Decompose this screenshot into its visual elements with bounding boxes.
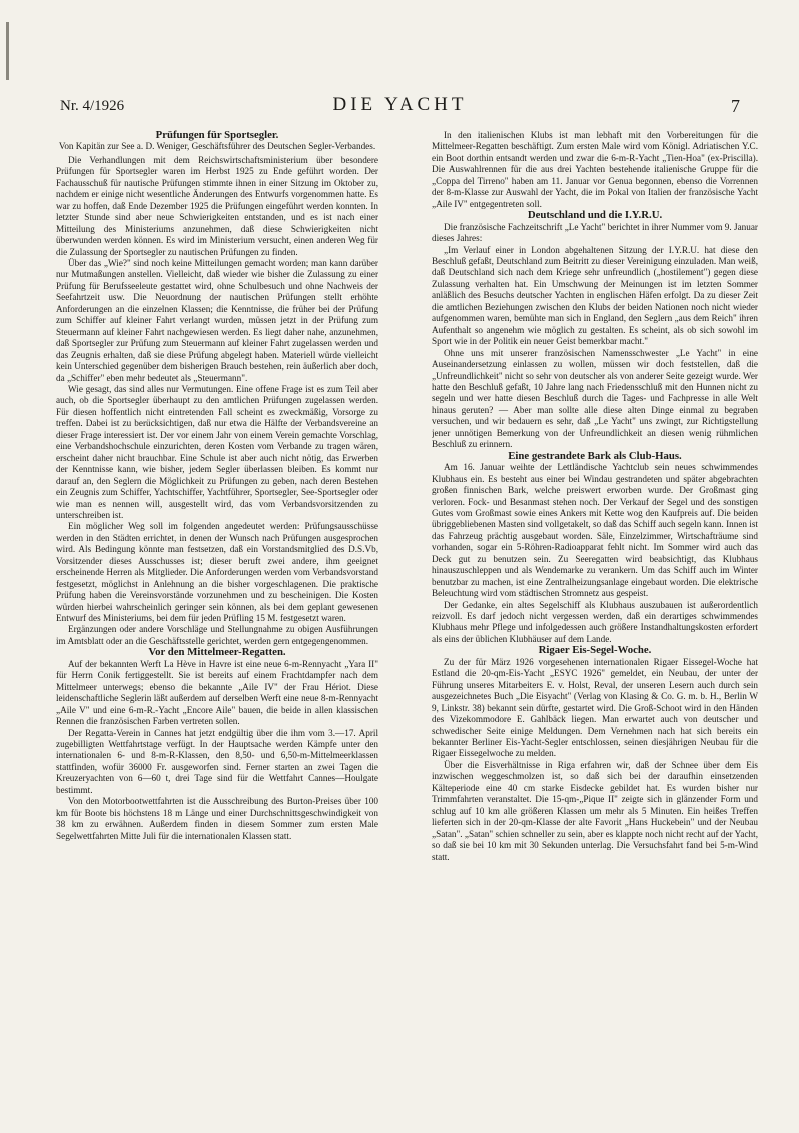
paragraph: Auf der bekannten Werft La Hève in Havre ist eine neue 6-m-Rennyacht „Yara II" für Herrn Conik fertiggestellt. Sie ist bereits auf einem Frachtdampfer nach dem Mittelmeer unterwegs; ebenso die bekannte „Aile IV" der Frau Hériot. Diese leidenschaftliche Seglerin läßt außerdem auf derselben Werft eine neue 8-m-Rennyacht „Aile V" und eine 6-m-R.-Yacht „Encore Aile" bauen, die beide in allen klassischen Rennen die französischen Farben vertreten sollen. bbox=[56, 658, 378, 727]
paragraph: Am 16. Januar weihte der Lettländische Yachtclub sein neues schwimmendes Klubhaus ein. Es besteht aus einer bei Windau gestrandeten und später abgebrachten großen finnischen Bark, welche preiswert erworben wurde. Der Großmast ging verloren. Fock- und Besanmast stehen noch. Der Verkauf der Segel und des sonstigen Gutes vom Großmast sowie eines Ankers mit Kette wog den Kaufpreis auf. Die beiden übriggebliebenen Masten sind vollgetakelt, so daß das Schiff auch segeln kann. Innen ist das Fahrzeug prächtig ausgebaut worden. Säle, Einzelzimmer, Wirtschafträume sind vorhanden, sogar ein 5-Röhren-Radioapparat fehlt nicht. Im Sommer wird auch das Deck gut zu benutzen sein. Zu Seeregatten wird beabsichtigt, das Klubhaus hinauszuschleppen und als Wendemarke zu verankern. Um das Schiff auch im Winter benutzbar zu machen, ist eine Zentralheizungsanlage eingebaut worden. Die elektrische Beleuchtung wird vom städtischen Stromnetz aus gespeist. bbox=[432, 462, 758, 599]
page-header bbox=[60, 94, 740, 116]
paragraph: Ein möglicher Weg soll im folgenden angedeutet werden: Prüfungsausschüsse werden in den Städten errichtet, in denen der Wunsch nach Prüfungen ausgesprochen wird. Als Bedingung könnte man festsetzen, daß ein Vorstandsmitglied des D.S.Vb, Vorsitzender dieses Ausschusses ist; dieser beruft zwei andere, ihm geeignet erscheinende Herren als Mitglieder. Die Anforderungen werden vom Verbandsvorstand festgesetzt, möglichst in Anlehnung an die bisher vorgeschlagenen. Die praktische Prüfung haben die Vereinsvorstände vorzunehmen und zu bescheinigen. Die Kosten würden hierbei wahrscheinlich geringer sein können, als bei dem geplant gewesenen Entwurf des Ministeriums, bei dem für jeden Prüfling 15 M. festgesetzt waren. bbox=[56, 521, 378, 624]
paragraph: Ergänzungen oder andere Vorschläge und Stellungnahme zu obigen Ausführungen im Amtsblatt oder an die Geschäftsstelle gerichtet, werden gern entgegengenommen. bbox=[56, 624, 378, 646]
paragraph: Über das „Wie?" sind noch keine Mitteilungen gemacht worden; man kann darüber nur Mutmaßungen anstellen. Vielleicht, daß wieder wie bisher die Zulassung zu einer Prüfung für Berufsseeleute gestattet wird, ohne Schulbesuch und ohne Nachweis der Seefahrtzeit usw. Die Neuordnung der nautischen Prüfungen stellt erhöhte Anforderungen an die einzelnen Klassen; die Kenntnisse, die früher bei der Prüfung zum Schiffer auf kleiner Fahrt verlangt wurden, müssen jetzt in der Prüfung zum Steuermann auf kleiner Fahrt nachgewiesen werden. Es liegt daher nahe, anzunehmen, daß Sportsegler zur Prüfung zum Steuermann auf kleiner Fahrt zugelassen werden und das Zeugnis erhalten, daß sie diese Prüfung abgelegt haben. Materiell würde vielleicht kein Unterschied gegenüber dem bisherigen Brauch bestehen, rein äußerlich aber doch, da „Schiffer" eben mehr bedeutet als „Steuermann". bbox=[56, 257, 378, 383]
issue-number: Nr. 4/1926 bbox=[60, 98, 125, 114]
page-number: 7 bbox=[731, 96, 740, 116]
article-byline: Von Kapitän zur See a. D. Weniger, Geschäftsführer des Deutschen Segler-Verbandes. bbox=[58, 141, 376, 152]
binding-edge-mark bbox=[6, 22, 9, 80]
paragraph: Wie gesagt, das sind alles nur Vermutungen. Eine offene Frage ist es zum Teil aber auch, ob die Sportsegler überhaupt zu den amtlichen Prüfungen zugelassen werden. Für diesen hoffentlich nicht eintretenden Fall scheint es zweckmäßig, Vorsorge zu treffen. Dabei ist zu berücksichtigen, daß nur etwa die Hälfte der Verbandsvereine an dieser Frage interessiert ist. Der vor einem Jahr von einem Verein gemachte Vorschlag, eine Verbandshochschule einzurichten, deren Kosten vom Verbande zu tragen wären, erscheint daher nicht brauchbar. Eine Schule ist aber auch nicht nötig, das Erwerben der Kenntnisse kann, wie bisher, jedem Segler überlassen bleiben. Es kommt nur darauf an, den Seglern die Möglichkeit zu Prüfungen zu geben, nach deren Bestehen ein Zeugnis zum Schiffer, Yachtschiffer, Yachtführer, Sportsegler, See-Sportsegler oder wie man es nennen will, ausgestellt wird, das vom Verbandsvorsitzenden zu unterschreiben ist. bbox=[56, 383, 378, 520]
paragraph: Von den Motorbootwettfahrten ist die Ausschreibung des Burton-Preises über 100 km für Boote bis höchstens 18 m Länge und einer Durchschnittsgeschwindigkeit von 38 km zu erwähnen. Außerdem finden in diesem Sommer zum ersten Male Segelwettfahrten Mitte Juli für die internationalen Klassen statt. bbox=[56, 796, 378, 841]
paragraph: Die Verhandlungen mit dem Reichswirtschaftsministerium über besondere Prüfungen für Sportsegler waren im Herbst 1925 zu Ende geführt worden. Der Fachausschuß für nautische Prüfungen stimmte ihnen in einer Sitzung im Oktober zu, nachdem er einige nicht wesentliche Änderungen des Entwurfs vorgenommen hatte. Es war zu hoffen, daß Ende Dezember 1925 die Prüfungen eingeführt werden konnten. In letzter Stunde sind aber neue Schwierigkeiten entstanden, und es ist nach einer Mitteilung des Ministeriums anzunehmen, daß diese Schwierigkeiten nicht überwunden werden können. Es wird im Ministerium versucht, einen anderen Weg für die Zulassung der Sportsegler zu nautischen Prüfungen zu finden. bbox=[56, 154, 378, 257]
article-heading-iyru: Deutschland und die I.Y.R.U. bbox=[527, 209, 663, 222]
right-column bbox=[432, 130, 758, 1115]
magazine-title: DIE YACHT bbox=[332, 94, 468, 115]
paragraph: Ohne uns mit unserer französischen Namensschwester „Le Yacht" in eine Auseinandersetzung einlassen zu wollen, müssen wir doch feststellen, daß die „Unfreundlichkeit" nicht so sehr von deutscher als von anderer Seite gezeigt wurde. Wer hatte den Beschluß gefaßt, 10 Jahre lang nach Friedensschluß mit den Hunnen nicht zu segeln und wer hatte diesen Beschluß durch die Tages- und Fachpresse in alle Welt hinaus geruten? — Aber man sollte alle diese alten Dinge einmal zu begraben versuchen, und wir bedauern es sehr, daß „Le Yacht" uns zwingt, zur Richtigstellung jener unnötigen Bemerkung von der Unfreundlichkeit an diesen wenig rühmlichen Beschluß zu erinnern. bbox=[432, 347, 758, 450]
article-heading-eis-segel: Rigaer Eis-Segel-Woche. bbox=[538, 644, 652, 657]
paragraph: Die französische Fachzeitschrift „Le Yacht" berichtet in ihrer Nummer vom 9. Januar dieses Jahres: bbox=[432, 221, 758, 244]
paragraph: In den italienischen Klubs ist man lebhaft mit den Vorbereitungen für die Mittelmeer-Regatten beschäftigt. Zum ersten Male wird vom Königl. Adriatischen Y.C. ein Boot dorthin entsandt werden und zwar die 6-m-R-Yacht „Tien-Hoa" (ex-Priscilla). Die Auswahlrennen für die aus drei Yachten bestehende italienische Gruppe für die „Coppa del Tirreno" haben am 11. Januar vor Genua begonnen, ebenso die Vorrennen der 8-m-Klasse zur Auswahl der Yacht, die im Pokal von Italien der französische Yacht „Aile IV" entgegentreten soll. bbox=[432, 130, 758, 209]
article-heading-bark: Eine gestrandete Bark als Club-Haus. bbox=[508, 449, 682, 462]
paragraph: Der Gedanke, ein altes Segelschiff als Klubhaus auszubauen ist außerordentlich reizvoll. Es darf jedoch nicht vergessen werden, daß ein derartiges schwimmendes Klubhaus mehr Pflege und infolgedessen auch größere Instandhaltungskosten erfordert als eins der üblichen Klubhäuser auf dem Lande. bbox=[432, 599, 758, 644]
paragraph: Der Regatta-Verein in Cannes hat jetzt endgültig über die ihm vom 3.—17. April zugebilligten Wettfahrtstage verfügt. In der Hauptsache werden Kämpfe unter den internationalen 6- und 8-m-R-Klassen, den 8,50- und 6,50-m-Mittelmeerklassen stattfinden, wofür 36000 Fr. ausgeworfen sind. Ferner starten an zwei Tagen die Kreuzeryachten von 6—60 t, drei Tage sind für die Wettfahrt Cannes—Houlgate bestimmt. bbox=[56, 727, 378, 795]
paragraph: Zu der für März 1926 vorgesehenen internationalen Rigaer Eissegel-Woche hat Estland die 20-qm-Eis-Yacht „ESYC 1926" gemeldet, ein Neubau, der unter der Führung unseres Mitarbeiters E. v. Holst, Reval, der unseren Lesern auch durch sein ausgezeichnetes Buch „Die Eisyacht" (Verlag von Klasing & Co. G. m. b. H., Berlin W 9, Linkstr. 38) bekannt sein dürfte, gestartet wird. Die Groß-Schoot wird in den Händen des Vizekommodore E. Gahlbäck liegen. Man erwartet auch von deutscher und schwedischer Seite einige Meldungen. Dem Vernehmen nach hat sich bereits ein bekannter Berliner Eis-Yacht-Segler entschlossen, seinen diesjährigen Neubau für die Rigaer Eissegelwoche zu melden. bbox=[432, 656, 758, 759]
article-heading-mittelmeer: Vor den Mittelmeer-Regatten. bbox=[148, 646, 286, 659]
paragraph: „Im Verlauf einer in London abgehaltenen Sitzung der I.Y.R.U. hat diese den Beschluß gefaßt, Deutschland zum Beitritt zu dieser Vereinigung einzuladen. Man weiß, daß Deutschland sich nach dem Kriege sehr unfreundlich („hostilement") gegen diese Zulassung verhalten hat. Ein Umschwung der Meinungen ist im letzten Sommer anläßlich des Besuchs deutscher Yachten in englischen Häfen erfolgt. Da zu dieser Zeit die amtlichen Beziehungen zwischen den Klubs der beiden Nationen noch nicht wieder aufgenommen waren, bemühte man sich in England, den Seglern „aus dem Reich" ihren Aufenthalt so angenehm wie möglich zu gestalten. Es scheint, als ob sich sowohl im Sport wie in der Politik ein neuer Geist bemerkbar macht." bbox=[432, 244, 758, 347]
left-column bbox=[56, 130, 378, 1115]
article-heading-pruefungen: Prüfungen für Sportsegler. bbox=[155, 130, 279, 141]
paragraph: Über die Eisverhältnisse in Riga erfahren wir, daß der Schnee über dem Eis inzwischen weggeschmolzen ist, so daß sich bei der daraufhin einsetzenden Kälteperiode eine 40 cm starke Eisdecke gebildet hat. Es wurden bisher nur Trimmfahrten veranstaltet. Die 15-qm-„Pique II" zeigte sich in glänzender Form und schlug auf 10 km alle größeren Klassen um mehr als 5 Minuten. Ein heißes Treffen lieferten sich in der 20-qm-Klasse der alte Favorit „Hans Huckebein" und der Neubau „Satan". „Satan" schien schneller zu sein, aber es klappte noch nicht recht auf der Yacht, so daß sie bei 10 km mit 30 Sekunden unterlag. Die Versuchsfahrt fand bei 5-m-Wind statt. bbox=[432, 759, 758, 862]
